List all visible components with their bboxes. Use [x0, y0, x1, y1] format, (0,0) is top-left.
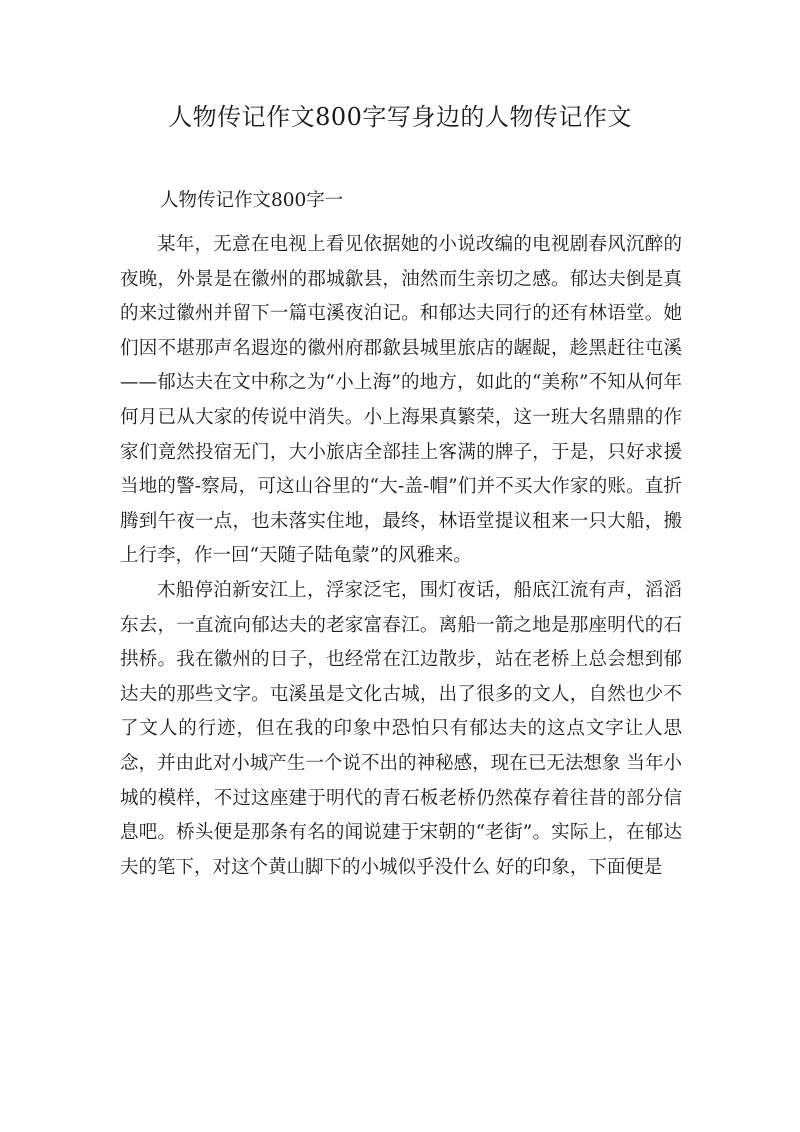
paragraph-1: 某年，无意在电视上看见依据她的小说改编的电视剧春风沉醉的夜晚，外景是在徽州的郡城歙县，油然而生亲切之感。郁达夫倒是真的来过徽州并留下一篇屯溪夜泊记。和郁达夫同行的还有林语堂。她们因不堪那声名遐迩的徽州府郡歙县城里旅店的龌龊，趁黑赶往屯溪——郁达夫在文中称之为“小上海”的地方，如此的“美称”不知从何年何月已从大家的传说中消失。小上海果真繁荣，这一班大名鼎鼎的作家们竟然投宿无门，大小旅店全部挂上客满的牌子，于是，只好求援当地的警-察局，可这山谷里的“大-盖-帽”们并不买大作家的账。直折腾到午夜一点，也未落实住地，最终，林语堂提议租来一只大船，搬上行李，作一回“天随子陆龟蒙”的风雅来。	[120, 234, 682, 567]
document-title: 人物传记作文800字写身边的人物传记作文	[168, 103, 632, 131]
section-heading: 人物传记作文800字一	[160, 190, 344, 211]
body-text	[120, 228, 682, 885]
paragraph-2: 木船停泊新安江上，浮家泛宅，围灯夜话，船底江流有声，滔滔东去，一直流向郁达夫的老家富春江。离船一箭之地是那座明代的石拱桥。我在徽州的日子，也经常在江边散步，站在老桥上总会想到郁达夫的那些文字。屯溪虽是文化古城，出了很多的文人，自然也少不了文人的行迹，但在我的印象中恐怕只有郁达夫的这点文字让人思念，并由此对小城产生一个说不出的神秘感，现在已无法想象 当年小城的模样，不过这座建于明代的青石板老桥仍然葆存着往昔的部分信息吧。桥头便是那条有名的闻说建于宋朝的“老街”。实际上，在郁达夫的笔下，对这个黄山脚下的小城似乎没什么 好的印象，下面便是	[120, 579, 682, 878]
